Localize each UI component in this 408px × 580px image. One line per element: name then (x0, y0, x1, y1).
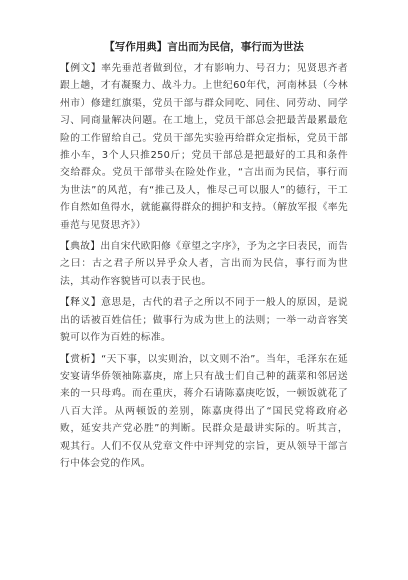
section-text-example: 率先垂范者做到位，才有影响力、号召力；见贤思齐者跟上趟，才有凝聚力、战斗力。上世纪60年代，河南林县（今林州市）修建红旗渠，党员干部与群众同吃、同住、同劳动、同学习、同商量解决问题。在工地上，党员干部总会把最苦最累最危险的工作留给自己。党员干部先实验再给群众定指标，党员干部推小车，3个人只推250斤；党员干部总是把最好的工具和条件交给群众。党员干部带头在险处作业，“言出而为民信，事行而为世法”的风范，有“推己及人，惟尽己可以服人”的德行，干工作自然如鱼得水，就能赢得群众的拥护和支持。（解放军报《率先垂范与见贤思齐》） (60, 63, 348, 231)
paragraph-meaning (60, 294, 348, 346)
section-tag-appreciation: 【赏析】 (60, 353, 102, 365)
paragraph-allusion (60, 238, 348, 290)
paragraph-example (60, 60, 348, 234)
section-text-appreciation: “天下事，以实则治，以文则不治”。当年，毛泽东在延安宴请华侨领袖陈嘉庚，席上只有战士们自己种的蔬菜和邻居送来的一只母鸡。而在重庆，蒋介石请陈嘉庚吃饭，一顿饭就花了八百大洋。从两顿饭的差别，陈嘉庚得出了“国民党将政府必败，延安共产党必胜”的判断。民群众是最讲实际的。听其言，观其行。人们不仅从党章文件中评判党的宗旨，更从领导干部言行中体会党的作风。 (60, 353, 349, 469)
section-tag-meaning: 【释义】 (60, 297, 102, 309)
paragraph-appreciation (60, 351, 348, 473)
document-title: 【写作用典】言出而为民信，事行而为世法 (104, 41, 304, 53)
section-tag-allusion: 【典故】 (60, 241, 101, 253)
section-text-allusion: 出自宋代欧阳修《章望之字序》，予为之字曰表民，而告之曰：古之君子所以异乎众人者，言出而为民信，事行而为世法，其动作容貌皆可以表于民也。 (60, 241, 348, 287)
section-tag-example: 【例文】 (60, 63, 102, 74)
section-text-meaning: 意思是，古代的君子之所以不同于一般人的原因，是说出的话被百姓信任；做事行为成为世上的法则；一举一动音容笑貌可以作为百姓的标准。 (60, 297, 348, 344)
